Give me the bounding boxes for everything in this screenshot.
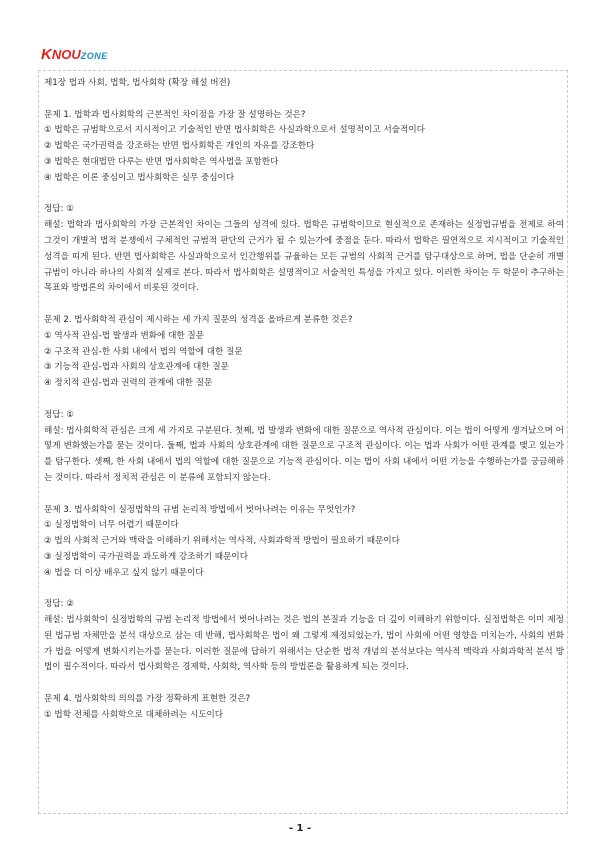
- q2-option-2: ② 구조적 관심-한 사회 내에서 법의 역할에 대한 질문: [44, 346, 243, 357]
- question-2: 문제 2. 법사회학적 관심이 제시하는 세 가지 질문의 성격을 올바르게 분류한 것은?: [44, 314, 353, 325]
- q2-option-3: ③ 기능적 관심-법과 사회의 상호관계에 대한 질문: [44, 362, 229, 373]
- question-3: 문제 3. 법사회학이 실정법학의 규범 논리적 방법에서 벗어나려는 이유는 무엇인가?: [44, 504, 356, 515]
- q3-option-3: ③ 실정법학이 국가권력을 과도하게 강조하기 때문이다: [44, 551, 248, 562]
- chapter-title: 제1장 법과 사회, 법학, 법사회학 (확장 해설 버전): [44, 78, 231, 88]
- q3-option-4: ④ 법을 더 이상 배우고 싶지 않기 때문이다: [44, 567, 204, 578]
- question-1: 문제 1. 법학과 법사회학의 근본적인 차이점을 가장 잘 설명하는 것은?: [44, 109, 306, 120]
- page-number: - 1 -: [288, 823, 312, 834]
- document-body: [44, 76, 564, 724]
- q1-answer: 정답: ①: [44, 204, 74, 215]
- q3-answer: 정답: ②: [44, 599, 74, 610]
- q2-option-4: ④ 정치적 관심-법과 권력의 관계에 대한 질문: [44, 378, 213, 389]
- q3-option-1: ① 실정법학이 너무 어렵기 때문이다: [44, 520, 179, 531]
- q1-option-4: ④ 법학은 이론 중심이고 법사회학은 실무 중심이다: [44, 172, 235, 183]
- q1-explanation: 해설: 법학과 법사회학의 가장 근본적인 차이는 그들의 성격에 있다. 법학은 규범학이므로 현실적으로 존재하는 실정법규범을 전제로 하여 그것이 개별적 법적 분쟁에서 구체적인 규범적 판단의 근거가 될 수 있는가에 중점을 둔다. 따라서 법학은 필연적으로 지시적이고 기술적인 성격을 띠게 된다. 반면 법사회학은 사실과학으로서 인간행위를 규율하는 모든 규범의 사회적 근거를 탐구대상으로 하며, 법을 단순히 개별 규범이 아니라 하나의 사회적 실제로 본다. 따라서 법사회학은 설명적이고 서술적인 특성을 가지고 있다. 이러한 차이는 두 학문이 추구하는 목표와 방법론의 차이에서 비롯된 것이다.: [44, 220, 564, 294]
- q2-option-1: ① 역사적 관심-법 발생과 변화에 대한 질문: [44, 330, 205, 341]
- q1-option-3: ③ 법학은 현대법만 다루는 반면 법사회학은 역사법을 포함한다: [44, 156, 279, 167]
- q2-explanation: 해설: 법사회학적 관심은 크게 세 가지로 구분된다. 첫째, 법 발생과 변화에 대한 질문으로 역사적 관심이다. 이는 법이 어떻게 생겨났으며 어떻게 변화했는가를 묻는 것이다. 둘째, 법과 사회의 상호관계에 대한 질문으로 구조적 관심이다. 이는 법과 사회가 어떤 관계를 맺고 있는가를 탐구한다. 셋째, 한 사회 내에서 법의 역할에 대한 질문으로 기능적 관심이다. 이는 법이 사회 내에서 어떤 기능을 수행하는가를 궁금해하는 것이다. 따라서 정치적 관심은 이 분류에 포함되지 않는다.: [44, 425, 564, 483]
- q4-option-1: ① 법학 전체를 사회학으로 대체하려는 시도이다: [44, 709, 224, 720]
- q3-option-2: ② 법의 사회적 근거와 맥락을 이해하기 위해서는 역사적, 사회과학적 방법이 필요하기 때문이다: [44, 536, 400, 547]
- question-4: 문제 4. 법사회학의 의의를 가장 정확하게 표현한 것은?: [44, 694, 251, 705]
- q3-explanation: 해설: 법사회학이 실정법학의 규범 논리적 방법에서 벗어나려는 것은 법의 본질과 기능을 더 깊이 이해하기 위함이다. 실정법학은 이미 제정된 법규범 자체만을 분석 대상으로 삼는 데 반해, 법사회학은 법이 왜 그렇게 제정되었는가, 법이 사회에 어떤 영향을 미치는가, 사회의 변화가 법을 어떻게 변화시키는가를 묻는다. 이러한 질문에 답하기 위해서는 단순한 법적 개념의 분석보다는 역사적 맥락과 사회과학적 분석 방법이 필수적이다. 따라서 법사회학은 경제학, 사회학, 역사학 등의 방법론을 활용하게 되는 것이다.: [44, 615, 564, 673]
- q1-option-2: ② 법학은 국가권력을 강조하는 반면 법사회학은 개인의 자유를 강조한다: [44, 141, 315, 152]
- q2-answer: 정답: ①: [44, 409, 74, 420]
- q1-option-1: ① 법학은 규범학으로서 지시적이고 기술적인 반면 법사회학은 사실과학으로서 설명적이고 서술적이다: [44, 125, 425, 136]
- knouzone-logo: KNOUZONE: [41, 46, 108, 63]
